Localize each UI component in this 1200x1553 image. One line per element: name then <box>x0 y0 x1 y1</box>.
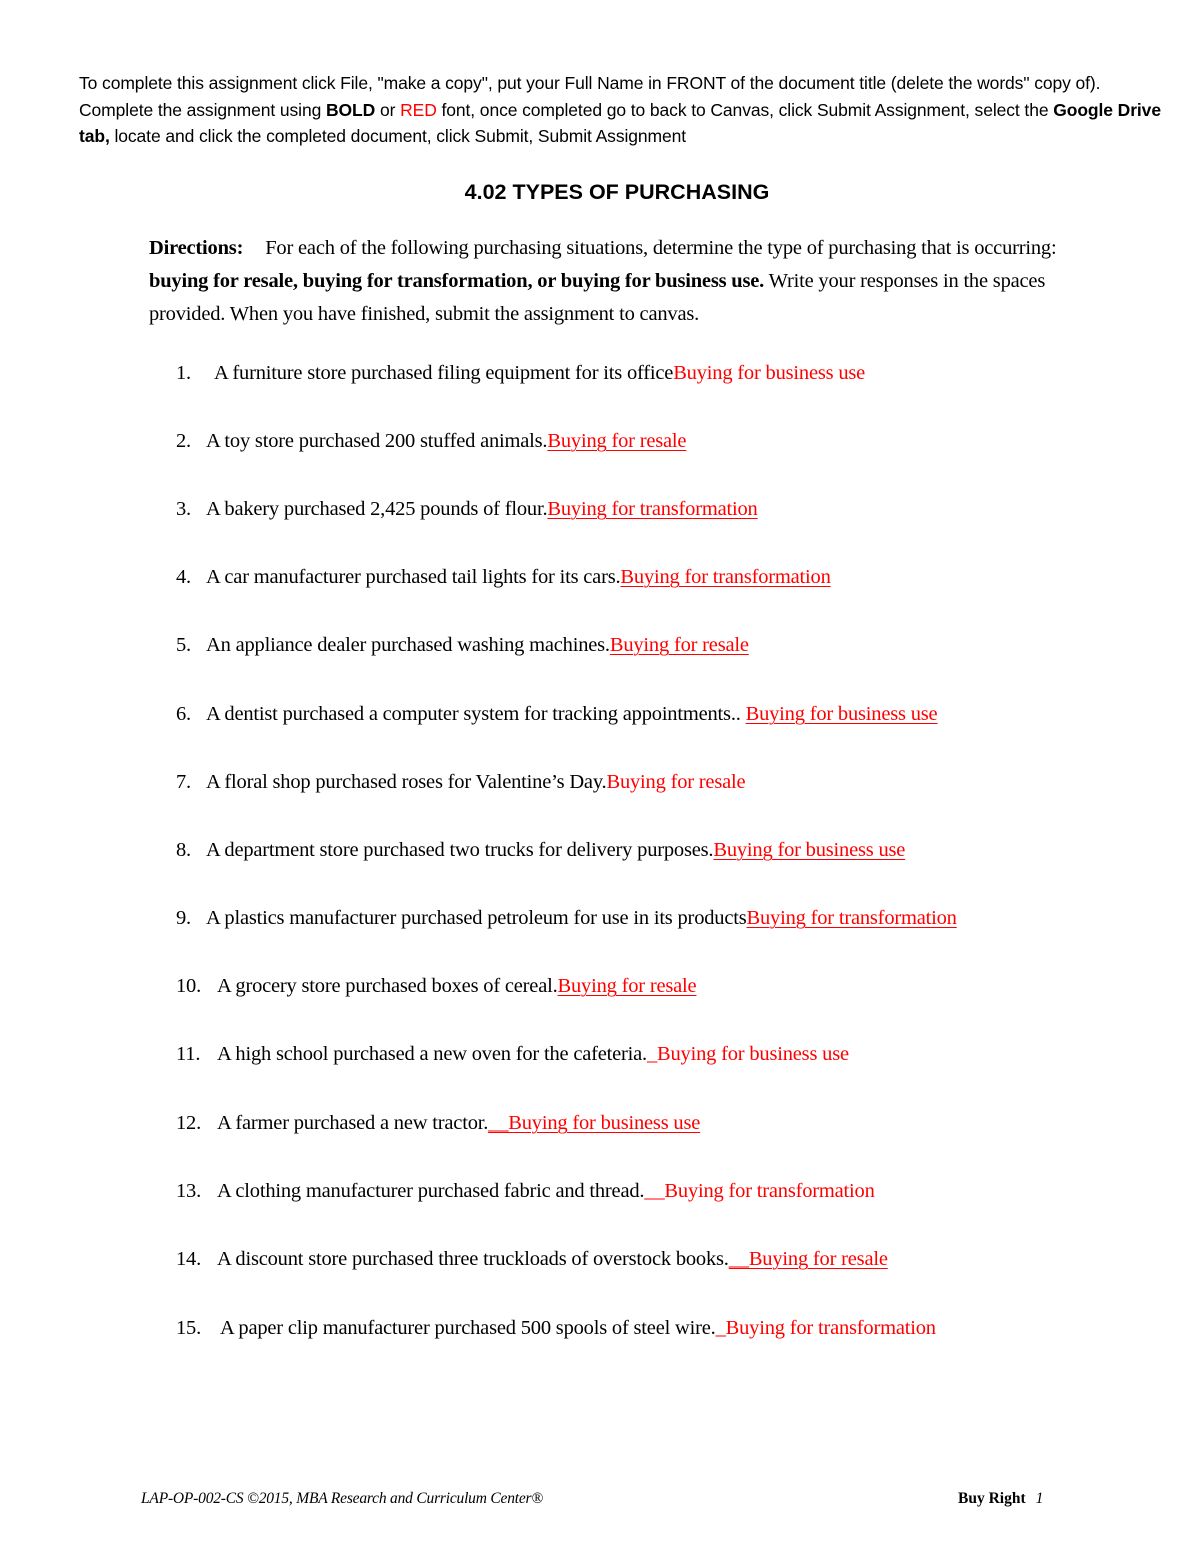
instructions-bold-word: BOLD <box>326 99 376 120</box>
answer-text[interactable]: __Buying for business use <box>488 1112 701 1134</box>
answer-text[interactable]: Buying for resale <box>609 634 749 656</box>
instructions-text-3: locate and click the completed document, click Submit, Submit Assignment <box>109 126 687 146</box>
answer-text[interactable]: Buying for resale <box>547 430 687 452</box>
question-number: 8. <box>176 839 191 861</box>
question-number: 14. <box>176 1248 202 1270</box>
question-item <box>176 632 749 658</box>
question-item <box>176 905 957 931</box>
answer-text[interactable]: Buying for resale <box>606 771 746 793</box>
instructions-or: or <box>375 99 401 120</box>
question-number: 11. <box>176 1043 201 1065</box>
directions-options: buying for resale, buying for transformation, or buying for business use. <box>149 270 765 292</box>
question-item <box>176 769 745 795</box>
footer-page-info <box>958 1490 1043 1508</box>
question-text: A paper clip manufacturer purchased 500 spools of steel wire. <box>220 1317 716 1339</box>
question-item <box>176 837 905 863</box>
footer-doc-title: Buy Right <box>958 1490 1026 1507</box>
question-text: A floral shop purchased roses for Valentine’s Day. <box>206 771 607 793</box>
question-text: A grocery store purchased boxes of cereal. <box>217 975 558 997</box>
instructions-drive-tab: Google Drive tab, <box>79 99 1161 146</box>
answer-text[interactable]: _Buying for business use <box>646 1043 849 1065</box>
instructions-text-2: font, once completed go to back to Canvas, click Submit Assignment, select the <box>436 99 1054 120</box>
directions-text-1: For each of the following purchasing situations, determine the type of purchasing that is occurring: <box>265 237 1057 259</box>
instructions-text-1: To complete this assignment click File, "make a copy", put your Full Name in FRONT of the document title (delete the words" copy of). Complete the assignment using <box>79 73 1101 120</box>
question-number: 6. <box>176 703 191 725</box>
footer-page-number: 1 <box>1035 1490 1044 1507</box>
answer-text[interactable]: Buying for business use <box>745 703 938 725</box>
directions <box>149 232 1109 331</box>
question-text: A bakery purchased 2,425 pounds of flour. <box>206 498 548 520</box>
answer-text[interactable]: __Buying for resale <box>728 1248 888 1270</box>
question-text: A department store purchased two trucks for delivery purposes. <box>206 839 714 861</box>
question-number: 1. <box>176 362 191 384</box>
question-text: A plastics manufacturer purchased petroleum for use in its products <box>206 907 747 929</box>
question-item <box>176 496 758 522</box>
question-text: A farmer purchased a new tractor. <box>217 1112 489 1134</box>
question-item <box>176 564 831 590</box>
answer-text[interactable]: Buying for resale <box>557 975 697 997</box>
question-text: A high school purchased a new oven for the cafeteria. <box>217 1043 647 1065</box>
question-number: 13. <box>176 1180 202 1202</box>
question-number: 12. <box>176 1112 202 1134</box>
question-number: 3. <box>176 498 191 520</box>
question-item <box>176 1178 875 1204</box>
question-item <box>176 360 865 386</box>
question-number: 10. <box>176 975 202 997</box>
question-text: A furniture store purchased filing equipment for its office <box>214 362 674 384</box>
question-number: 9. <box>176 907 191 929</box>
answer-text[interactable]: Buying for transformation <box>620 566 831 588</box>
question-number: 15. <box>176 1317 202 1339</box>
footer-copyright: LAP-OP-002-CS ©2015, MBA Research and Curriculum Center® <box>141 1490 543 1507</box>
question-item <box>176 1041 849 1067</box>
question-item <box>176 1246 888 1272</box>
question-text: A dentist purchased a computer system for tracking appointments.. <box>206 703 746 725</box>
answer-text[interactable]: Buying for transformation <box>547 498 758 520</box>
question-number: 2. <box>176 430 191 452</box>
answer-text[interactable]: __Buying for transformation <box>644 1180 875 1202</box>
question-number: 5. <box>176 634 191 656</box>
question-text: A toy store purchased 200 stuffed animals. <box>206 430 548 452</box>
answer-text[interactable]: _Buying for transformation <box>715 1317 936 1339</box>
question-item <box>176 1315 936 1341</box>
answer-text[interactable]: Buying for business use <box>673 362 866 384</box>
question-number: 4. <box>176 566 191 588</box>
answer-text[interactable]: Buying for business use <box>713 839 906 861</box>
question-item <box>176 1110 700 1136</box>
question-text: A car manufacturer purchased tail lights for its cars. <box>206 566 621 588</box>
question-text: A discount store purchased three truckloads of overstock books. <box>217 1248 729 1270</box>
instructions-red-word: RED <box>400 99 437 120</box>
question-number: 7. <box>176 771 191 793</box>
page-title: 4.02 TYPES OF PURCHASING <box>464 180 770 204</box>
question-text: A clothing manufacturer purchased fabric and thread. <box>217 1180 645 1202</box>
directions-text-2: Write your responses in the spaces provided. When you have finished, submit the assignment to canvas. <box>149 270 1046 325</box>
question-text: An appliance dealer purchased washing machines. <box>206 634 610 656</box>
question-item <box>176 428 686 454</box>
answer-text[interactable]: Buying for transformation <box>746 907 957 929</box>
directions-lead: Directions: <box>149 237 244 259</box>
assignment-instructions <box>79 70 1169 150</box>
question-item <box>176 973 696 999</box>
question-item <box>176 701 937 727</box>
